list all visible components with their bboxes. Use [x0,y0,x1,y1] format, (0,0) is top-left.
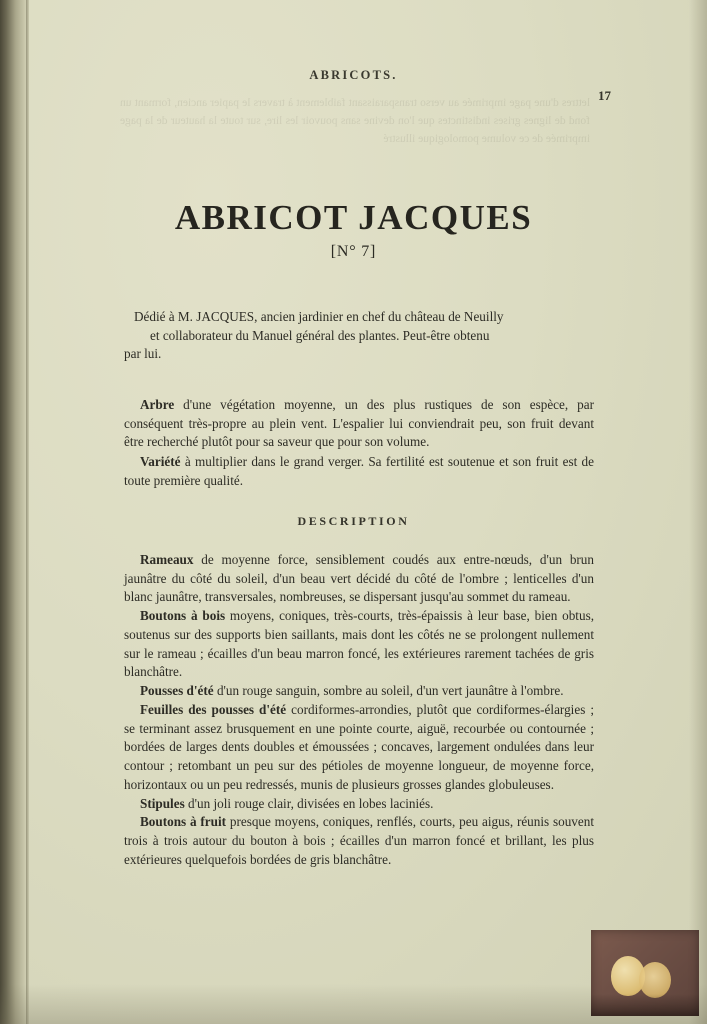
section-heading: DESCRIPTION [297,514,410,528]
paragraph-arbre-text: d'une végétation moyenne, un des plus rustiques de son espèce, par conséquent très-propre au plein vent. L'espalier lui conviendrait peu, son fruit devant être recherché plutôt pour sa saveur que pour son volume. [124,397,594,450]
swatch-shading [591,994,699,1016]
dedication-line-2: et collaborateur du Manuel général des plantes. Peut-être obtenu [150,327,490,343]
description-text: d'un rouge sanguin, sombre au soleil, d'un vert jaunâtre à l'ombre. [213,683,564,699]
page-number: 17 [598,88,611,103]
paragraph-arbre-label: Arbre [140,397,175,412]
page-title: ABRICOT JACQUES [174,198,533,238]
page-right-shadow [689,0,707,1024]
description-text: de moyenne force, sensiblement coudés aux entre-nœuds, d'un brun jaunâtre du côté du soleil, d'un beau vert décidé du côté de l'ombre ; lenticelles d'un blanc jaunâtre, transversales, nombreuses, se dispersant jusqu'au sommet du rameau. [124,552,594,605]
description-paragraph [124,795,594,814]
running-head: ABRICOTS. [309,68,398,82]
description-label: Boutons à bois [140,608,226,624]
description-text: cordiformes-arrondies, plutôt que cordiformes-élargies ; se terminant assez brusquement en une pointe courte, aiguë, recourbée ou contournée ; bordées de larges dents doubles et émoussées ; concaves, largement ondulées dans leur contour ; retombant un peu sur des pétioles de moyenne longueur, de moyenne force, horizontaux ou un peu redressés, munis de plusieurs grosses glandes globuleuses. [124,701,594,792]
paragraph-variete-label: Variété [140,454,181,470]
description-paragraph [124,607,594,682]
entry-number: [N° 7] [330,243,377,260]
apricot-shape-right [639,962,671,998]
description-paragraph [124,682,594,701]
description-paragraph [124,701,594,795]
scan-colour-reference-patch [591,930,699,1016]
paragraph-arbre [124,396,594,452]
reverse-page-bleedthrough: lettres d'une page imprimée au verso transparaissant faiblement à travers le papier ancien, formant un fond de lignes grises indistinctes que l'on devine sans pouvoir les lire, sur toute la hauteur de la page imprimée de ce volume pomologique illustré [120,97,590,145]
description-label: Rameaux [140,552,194,567]
description-text: moyens, coniques, très-courts, très-épaissis à leur base, bien obtus, soutenus sur des supports bien saillants, mais dont les côtés ne se prolongent nullement sur le rameau ; écailles d'un beau marron foncé, les extérieures rarement tachées de gris blanchâtre. [124,608,594,680]
description-label: Stipules [140,795,185,811]
paragraph-variete-text: à multiplier dans le grand verger. Sa fertilité est soutenue et son fruit est de toute première qualité. [124,454,594,488]
description-label: Boutons à fruit [140,814,227,830]
description-label: Feuilles des pousses d'été [140,701,287,717]
intro-block [124,396,594,491]
dedication-line-1: Dédié à M. JACQUES, ancien jardinier en chef du château de Neuilly [134,309,504,324]
dedication-line-3: par lui. [124,346,162,362]
description-text: d'un joli rouge clair, divisées en lobes laciniés. [184,795,434,811]
description-block [124,551,594,869]
paragraph-variete [124,453,594,490]
dedication-block [124,308,594,364]
description-text: presque moyens, coniques, renflés, courts, peu aigus, réunis souvent trois à trois autour du bouton à bois ; écailles d'un marron foncé et brillant, les plus extérieures quelquefois bordées de gris blanchâtre. [124,814,595,867]
description-label: Pousses d'été [140,683,214,699]
description-paragraph [124,813,594,869]
description-paragraph [124,551,594,607]
